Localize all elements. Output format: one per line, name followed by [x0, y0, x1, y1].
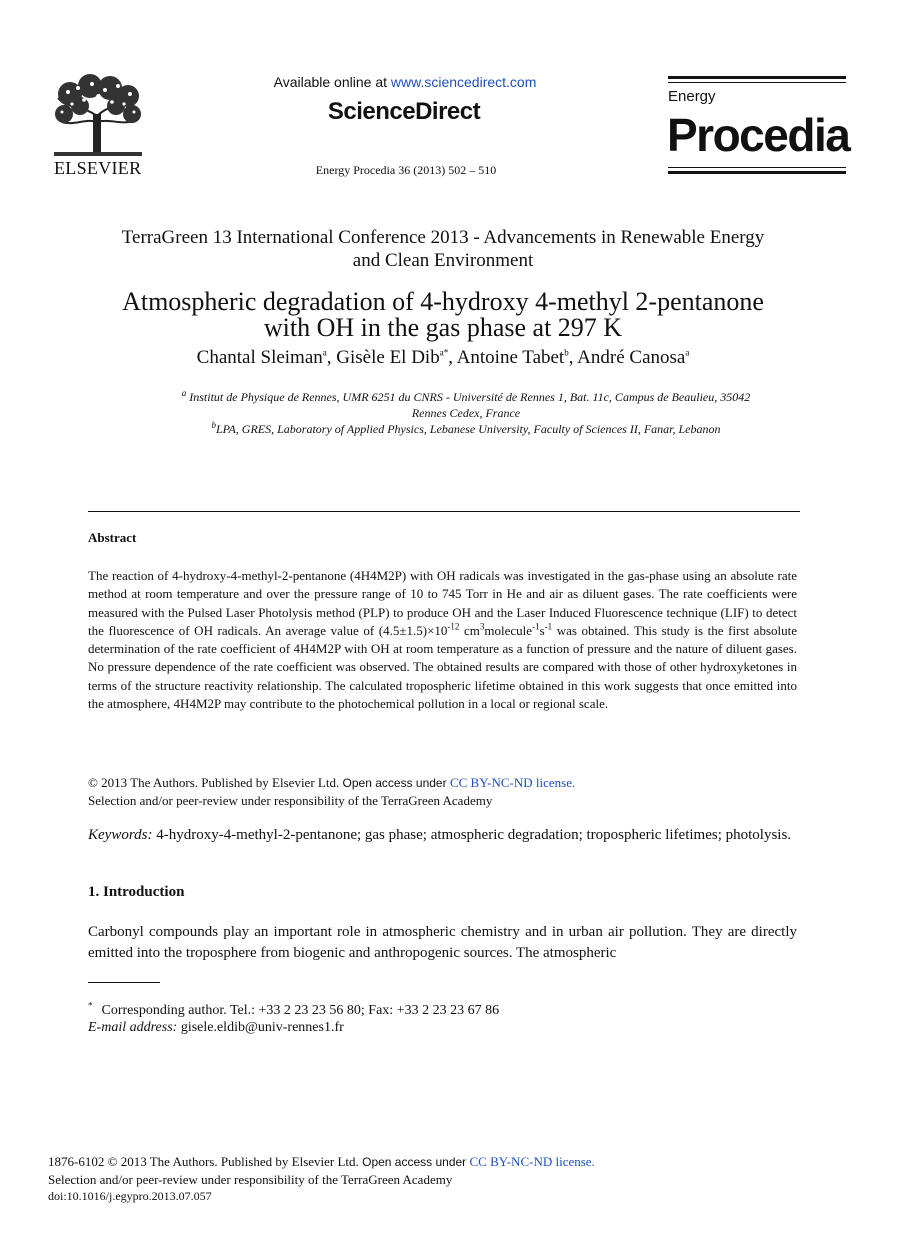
- author-email[interactable]: gisele.eldib@univ-rennes1.fr: [177, 1020, 344, 1035]
- author: Gisèle El Dib$^{a*}$,: [336, 347, 457, 368]
- keywords: Keywords: 4-hydroxy-4-methyl-2-pentanone; gas phase; atmospheric degradation; tropospheric lifetimes; photolysis.: [88, 827, 792, 843]
- abstract-body: The reaction of 4-hydroxy-4-methyl-2-pentanone (4H4M2P) with OH radicals was investigated in the gas-phase using an absolute rate method at room temperature and over the pressure range of 10 to 745 Torr in He and air as diluent gases. The rate coefficients were measured with the Pulsed Laser Photolysis method (PLP) to produce OH and the Laser Induced Fluorescence technique (LIF) to detect the fluorescence of OH radicals. An average value of $(4.5\pm 1.5)\times 10^{-12}$ $cm^3molecule^{-1}s^{-1}$ was obtained. This study is the first absolute determination of the rate coefficient of 4H4M2P with OH at room temperature as a function of pressure and the nature of diluent gases. No pressure dependence of the rate coefficient was observed. The obtained results are compared with those of other hydroxyketones in terms of the structure reactivity relationship. The calculated tropospheric lifetime obtained in this work suggests that once emitted into the atmosphere, 4H4M2P may contribute to the photochemical pollution in a local or regional scale.: [88, 568, 797, 712]
- intro-body: Carbonyl compounds play an important role in atmospheric chemistry and in urban air pollution. They are directly emitted into the troposphere from biogenic and anthropogenic sources. The atmospheric: [88, 924, 797, 961]
- author: Chantal Sleiman$^a$,: [196, 347, 337, 368]
- author: André Canosa$^a$: [577, 347, 690, 368]
- rate-coefficient-value: $(4.5\pm 1.5)\times 10^{-12}$ $cm^3molecule^{-1}s^{-1}$: [378, 621, 553, 638]
- copyright-block: © 2013 The Authors. Published by Elsevier Ltd. Open access under CC BY-NC-ND license. Selection and/or peer-review under responsibility of the TerraGreen Academy: [88, 775, 576, 808]
- logo-rule-bottom-thin: [668, 167, 846, 168]
- sciencedirect-link[interactable]: www.sciencedirect.com: [390, 74, 537, 90]
- elsevier-wordmark: ELSEVIER: [54, 158, 142, 178]
- logo-rule-top-thin: [668, 82, 846, 83]
- energy-procedia-logo: [668, 76, 848, 176]
- affiliation-a-cont: Rennes Cedex, France: [411, 406, 521, 420]
- affiliations: [0, 389, 907, 437]
- intro-heading: 1. Introduction: [88, 884, 185, 900]
- affiliation-a: $^a$ Institut de Physique de Rennes, UMR 6251 du CNRS - Université de Rennes 1, Bat. 11c, Campus de Beaulieu, 35042: [181, 388, 751, 404]
- affiliation-b: $^b$LPA, GRES, Laboratory of Applied Physics, Lebanese University, Faculty of Sciences II, Fanar, Lebanon: [211, 420, 721, 436]
- section-rule: [88, 511, 800, 512]
- sciencedirect-wordmark: ScienceDirect: [327, 98, 481, 125]
- logo-procedia-text: Procedia: [667, 109, 850, 161]
- page-footer: 1876-6102 © 2013 The Authors. Published by Elsevier Ltd. Open access under CC BY-NC-ND license. Selection and/or peer-review under responsibility of the TerraGreen Academy doi:10.1016/j.egypro.2013.07.057: [48, 1154, 595, 1203]
- footnote-rule: [88, 982, 160, 983]
- author-list: [0, 347, 886, 369]
- author: Antoine Tabet$^b$,: [456, 347, 578, 368]
- available-online: Available online at www.sciencedirect.com: [273, 74, 537, 90]
- journal-citation: Energy Procedia 36 (2013) 502 – 510: [315, 163, 497, 177]
- abstract-heading: Abstract: [88, 530, 137, 545]
- paper-title: Atmospheric degradation of 4-hydroxy 4-methyl 2-pentanone with OH in the gas phase at 297 K: [122, 287, 764, 342]
- footer-license-link[interactable]: CC BY-NC-ND license.: [469, 1154, 595, 1169]
- footnote: * Corresponding author. Tel.: +33 2 23 23 56 80; Fax: +33 2 23 23 67 86 E-mail address: gisele.eldib@univ-rennes1.fr: [88, 1000, 500, 1035]
- logo-rule-top: [668, 76, 846, 79]
- license-link[interactable]: CC BY-NC-ND license.: [449, 775, 576, 790]
- doi[interactable]: doi:10.1016/j.egypro.2013.07.057: [48, 1189, 212, 1203]
- conference-name: TerraGreen 13 International Conference 2013 - Advancements in Renewable Energy and Clean Environment: [121, 227, 765, 271]
- logo-energy-text: Energy: [668, 88, 716, 105]
- logo-rule-bottom: [668, 171, 846, 174]
